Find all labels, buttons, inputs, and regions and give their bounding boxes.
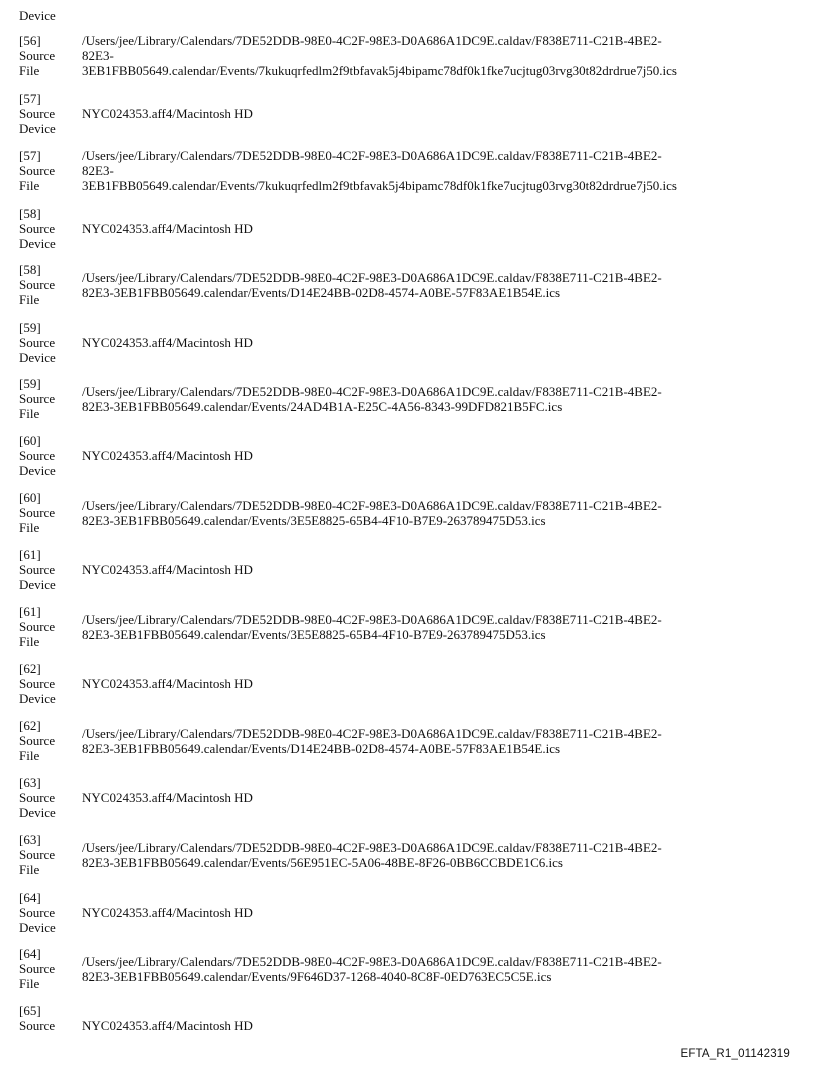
- row-value-line: /Users/jee/Library/Calendars/7DE52DDB-98E0-4C2F-98E3-D0A686A1DC9E.caldav/F838E711-C21B-4BE2-: [82, 270, 662, 285]
- row-label-line: Device: [19, 236, 56, 251]
- row-label-line: File: [19, 976, 40, 991]
- row-label-line: [61]: [19, 604, 41, 619]
- row-value-line: /Users/jee/Library/Calendars/7DE52DDB-98E0-4C2F-98E3-D0A686A1DC9E.caldav/F838E711-C21B-4BE2-: [82, 33, 662, 48]
- row-value-line: 82E3-3EB1FBB05649.calendar/Events/9F646D37-1268-4040-8C8F-0ED763EC5C5E.ics: [82, 969, 552, 984]
- row-value: [82, 840, 812, 870]
- row-label-line: [63]: [19, 832, 41, 847]
- row-label-line: [62]: [19, 718, 41, 733]
- row-value-line: NYC024353.aff4/Macintosh HD: [82, 448, 253, 463]
- row-label: [19, 376, 77, 421]
- row-value-line: 82E3-: [82, 48, 114, 63]
- row-label-line: Device: [19, 463, 56, 478]
- row-value-line: /Users/jee/Library/Calendars/7DE52DDB-98E0-4C2F-98E3-D0A686A1DC9E.caldav/F838E711-C21B-4BE2-: [82, 384, 662, 399]
- row-label: [19, 33, 77, 78]
- row-value: [82, 106, 812, 121]
- row-label-line: File: [19, 862, 40, 877]
- row-label-line: [59]: [19, 376, 41, 391]
- row-label: [19, 661, 77, 706]
- row-value: [82, 448, 812, 463]
- row-label-line: [62]: [19, 661, 41, 676]
- row-value: [82, 33, 812, 78]
- row-value: [82, 498, 812, 528]
- row-value: [82, 726, 812, 756]
- row-label-line: [60]: [19, 433, 41, 448]
- row-value: [82, 676, 812, 691]
- row-label-line: [63]: [19, 775, 41, 790]
- row-label-line: File: [19, 63, 40, 78]
- row-label-line: Device: [19, 577, 56, 592]
- row-label-line: Device: [19, 121, 56, 136]
- row-label-line: [58]: [19, 206, 41, 221]
- row-value-line: 82E3-3EB1FBB05649.calendar/Events/D14E24BB-02D8-4574-A0BE-57F83AE1B54E.ics: [82, 741, 561, 756]
- row-value: [82, 790, 812, 805]
- row-value-line: NYC024353.aff4/Macintosh HD: [82, 676, 253, 691]
- row-label: [19, 775, 77, 820]
- row-label-line: Source: [19, 221, 56, 236]
- row-value-line: NYC024353.aff4/Macintosh HD: [82, 905, 253, 920]
- row-label-line: File: [19, 292, 40, 307]
- row-label-line: [57]: [19, 91, 41, 106]
- row-label: [19, 320, 77, 365]
- row-value-line: NYC024353.aff4/Macintosh HD: [82, 221, 253, 236]
- row-label-line: Source: [19, 1018, 56, 1033]
- row-label-line: [56]: [19, 33, 41, 48]
- row-label: [19, 547, 77, 592]
- row-value: [82, 612, 812, 642]
- row-label-line: [64]: [19, 946, 41, 961]
- row-label-line: [58]: [19, 262, 41, 277]
- row-label-line: Device: [19, 920, 56, 935]
- row-label: [19, 890, 77, 935]
- row-value: [82, 384, 812, 414]
- row-label-line: File: [19, 520, 40, 535]
- row-label-line: Source: [19, 619, 56, 634]
- row-label-line: Source: [19, 905, 56, 920]
- row-label: [19, 490, 77, 535]
- row-value: [82, 221, 812, 236]
- row-label: [19, 91, 77, 136]
- row-label-line: File: [19, 634, 40, 649]
- row-value-line: 82E3-3EB1FBB05649.calendar/Events/56E951EC-5A06-48BE-8F26-0BB6CCBDE1C6.ics: [82, 855, 563, 870]
- row-label: [19, 1003, 77, 1033]
- row-label-line: [57]: [19, 148, 41, 163]
- row-value-line: /Users/jee/Library/Calendars/7DE52DDB-98E0-4C2F-98E3-D0A686A1DC9E.caldav/F838E711-C21B-4BE2-: [82, 148, 662, 163]
- row-label-line: Device: [19, 350, 56, 365]
- row-value-line: 82E3-3EB1FBB05649.calendar/Events/3E5E8825-65B4-4F10-B7E9-263789475D53.ics: [82, 513, 546, 528]
- bates-number: EFTA_R1_01142319: [680, 1048, 790, 1060]
- row-label-line: Device: [19, 691, 56, 706]
- row-label-line: [65]: [19, 1003, 41, 1018]
- row-value-line: /Users/jee/Library/Calendars/7DE52DDB-98E0-4C2F-98E3-D0A686A1DC9E.caldav/F838E711-C21B-4BE2-: [82, 612, 662, 627]
- row-label-line: Source: [19, 163, 56, 178]
- row-label-line: Source: [19, 733, 56, 748]
- row-value-line: 3EB1FBB05649.calendar/Events/7kukuqrfedlm2f9tbfavak5j4bipamc78df0k1fke7ucjtug03rvg30t82drdrue7j50.ics: [82, 178, 677, 193]
- row-value-line: 82E3-3EB1FBB05649.calendar/Events/24AD4B1A-E25C-4A56-8343-99DFD821B5FC.ics: [82, 399, 563, 414]
- row-label-line: Source: [19, 48, 56, 63]
- row-value-line: 3EB1FBB05649.calendar/Events/7kukuqrfedlm2f9tbfavak5j4bipamc78df0k1fke7ucjtug03rvg30t82drdrue7j50.ics: [82, 63, 677, 78]
- row-label-line: File: [19, 406, 40, 421]
- row-label-line: Source: [19, 391, 56, 406]
- row-label: [19, 604, 77, 649]
- row-value-line: NYC024353.aff4/Macintosh HD: [82, 562, 253, 577]
- row-label: [19, 8, 77, 23]
- row-label-line: Source: [19, 277, 56, 292]
- row-value: [82, 905, 812, 920]
- row-value-line: NYC024353.aff4/Macintosh HD: [82, 790, 253, 805]
- row-value-line: 82E3-3EB1FBB05649.calendar/Events/3E5E8825-65B4-4F10-B7E9-263789475D53.ics: [82, 627, 546, 642]
- row-value-line: NYC024353.aff4/Macintosh HD: [82, 1018, 253, 1033]
- row-label-line: [61]: [19, 547, 41, 562]
- row-label-line: Source: [19, 448, 56, 463]
- row-value-line: /Users/jee/Library/Calendars/7DE52DDB-98E0-4C2F-98E3-D0A686A1DC9E.caldav/F838E711-C21B-4BE2-: [82, 498, 662, 513]
- row-label-line: [64]: [19, 890, 41, 905]
- row-value: [82, 954, 812, 984]
- row-value: [82, 562, 812, 577]
- row-label: [19, 433, 77, 478]
- row-label: [19, 832, 77, 877]
- row-label-line: Device: [19, 8, 56, 23]
- row-label-line: Source: [19, 562, 56, 577]
- row-label-line: [59]: [19, 320, 41, 335]
- row-label-line: Source: [19, 335, 56, 350]
- row-label-line: [60]: [19, 490, 41, 505]
- row-label: [19, 262, 77, 307]
- row-label-line: File: [19, 748, 40, 763]
- row-label-line: Source: [19, 106, 56, 121]
- row-label-line: File: [19, 178, 40, 193]
- row-label: [19, 718, 77, 763]
- row-label-line: Source: [19, 676, 56, 691]
- row-value-line: 82E3-: [82, 163, 114, 178]
- row-label-line: Source: [19, 847, 56, 862]
- row-value-line: NYC024353.aff4/Macintosh HD: [82, 335, 253, 350]
- row-label-line: Source: [19, 961, 56, 976]
- row-label-line: Source: [19, 505, 56, 520]
- row-value-line: /Users/jee/Library/Calendars/7DE52DDB-98E0-4C2F-98E3-D0A686A1DC9E.caldav/F838E711-C21B-4BE2-: [82, 840, 662, 855]
- row-value: [82, 270, 812, 300]
- row-value-line: /Users/jee/Library/Calendars/7DE52DDB-98E0-4C2F-98E3-D0A686A1DC9E.caldav/F838E711-C21B-4BE2-: [82, 954, 662, 969]
- row-label: [19, 206, 77, 251]
- row-value: [82, 148, 812, 193]
- row-label-line: Device: [19, 805, 56, 820]
- row-value-line: /Users/jee/Library/Calendars/7DE52DDB-98E0-4C2F-98E3-D0A686A1DC9E.caldav/F838E711-C21B-4BE2-: [82, 726, 662, 741]
- row-value-line: NYC024353.aff4/Macintosh HD: [82, 106, 253, 121]
- row-value: [82, 1018, 812, 1033]
- row-label-line: Source: [19, 790, 56, 805]
- row-value-line: 82E3-3EB1FBB05649.calendar/Events/D14E24BB-02D8-4574-A0BE-57F83AE1B54E.ics: [82, 285, 561, 300]
- row-label: [19, 148, 77, 193]
- row-value: [82, 335, 812, 350]
- row-label: [19, 946, 77, 991]
